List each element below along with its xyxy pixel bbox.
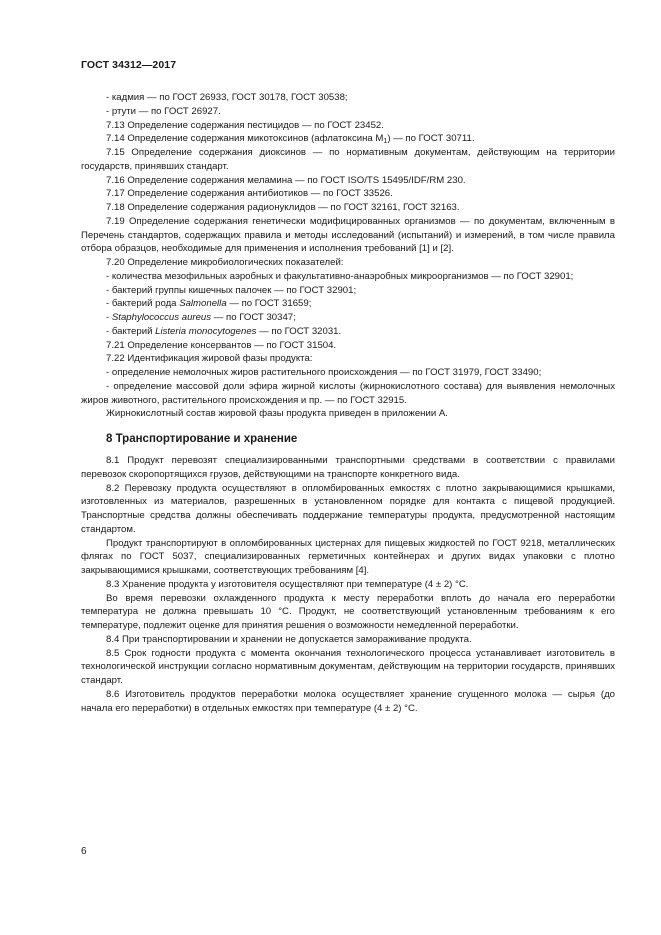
paragraph: Продукт транспортируют в опломбированных цистернах для пищевых жидкостей по ГОСТ 9218, металлических флягах по ГОСТ 5037, специализированных герметичных контейнерах и других видах упаковки с плотно закрывающимися крышками, соответствующих требованиям [4]. — [81, 537, 615, 576]
text-part: ) — по ГОСТ 30711. — [387, 133, 475, 145]
subscript: 1 — [383, 138, 388, 146]
italic-term: Salmonella — [179, 298, 227, 310]
list-item — [81, 311, 615, 325]
paragraph-7-16: 7.16 Определение содержания меламина — по ГОСТ ISO/TS 15495/IDF/RM 230. — [106, 174, 466, 186]
paragraph-7-17: 7.17 Определение содержания антибиотиков — по ГОСТ 33526. — [106, 188, 393, 200]
list-item: - определение немолочных жиров растительного происхождения — по ГОСТ 31979, ГОСТ 33490; — [106, 367, 542, 378]
italic-term: Staphylococcus aureus — [111, 312, 212, 323]
paragraph-7-15: 7.15 Определение содержания диоксинов — по нормативным документам, действующим на территории государств, принявших стандарт. — [81, 147, 615, 172]
list-item: - ртути — по ГОСТ 26927. — [106, 105, 221, 117]
paragraph-7-18: 7.18 Определение содержания радионуклидов — по ГОСТ 32161, ГОСТ 32163. — [106, 202, 460, 213]
paragraph-7-13: 7.13 Определение содержания пестицидов — по ГОСТ 23452. — [106, 119, 384, 131]
paragraph-8-6: 8.6 Изготовитель продуктов переработки молока осуществляет хранение сгущенного молока — сырья (до начала его переработки) в отдельных емкостях при температуре (4 ± 2) °С. — [81, 688, 615, 714]
text-part: - — [106, 312, 112, 323]
document-body — [81, 91, 615, 715]
list-item — [81, 297, 615, 311]
text-part: - бактерий рода — [106, 298, 180, 310]
document-header: ГОСТ 34312—2017 — [81, 59, 177, 71]
text-part: - бактерий — [106, 325, 156, 337]
list-item: - бактерий группы кишечных палочек — по ГОСТ 32901; — [106, 284, 357, 296]
list-item — [81, 325, 615, 339]
paragraph-7-19: 7.19 Определение содержания генетически модифицированных организмов — по документам, включенным в Перечень стандартов, содержащих правила и методы исследований (испытаний) и измерений, в том числе правила отбора образцов, необходимые для применения и исполнения требований [1] и [2]. — [81, 215, 615, 255]
list-item: - определение массовой доли эфира жирной кислоты (жирнокислотного состава) для выявления немолочных жиров животного, растительного происхождения и пр. — по ГОСТ 32915. — [81, 380, 615, 406]
paragraph-7-14 — [81, 132, 615, 146]
paragraph-8-2: 8.2 Перевозку продукта осуществляют в опломбированных емкостях с плотно закрывающимися крышками, изготовленных из материалов, разрешенных в установленном порядке для контакта с пищевой продукцией. Транспортные средства должны обеспечивать поддержание температуры продукта, предусмотренной настоящим стандартом. — [81, 482, 615, 535]
paragraph: Жирнокислотный состав жировой фазы продукта приведен в приложении А. — [106, 408, 448, 420]
paragraph-7-21: 7.21 Определение консервантов — по ГОСТ 31504. — [106, 339, 337, 351]
paragraph-8-5: 8.5 Срок годности продукта с момента окончания технологического процесса устанавливает изготовитель в технологической инструкции согласно нормативным документам, действующим на территории государств, принявших стандарт. — [81, 647, 615, 686]
paragraph-8-3: 8.3 Хранение продукта у изготовителя осуществляют при температуре (4 ± 2) °С. — [106, 578, 469, 590]
italic-term: Listeria monocytogenes — [155, 325, 257, 337]
paragraph-8-4: 8.4 При транспортировании и хранении не допускается замораживание продукта. — [106, 633, 472, 645]
text-part: 7.14 Определение содержания микотоксинов (афлатоксина М — [106, 133, 384, 145]
list-item: - кадмия — по ГОСТ 26933, ГОСТ 30178, ГОСТ 30538; — [106, 92, 348, 103]
text-part: — по ГОСТ 31659; — [226, 298, 312, 310]
paragraph-7-22: 7.22 Идентификация жировой фазы продукта: — [106, 353, 313, 365]
text-part: — по ГОСТ 30347; — [211, 312, 296, 323]
paragraph-7-20: 7.20 Определение микробиологических показателей: — [106, 257, 344, 268]
paragraph: Во время перевозки охлажденного продукта к месту переработки вплоть до начала его переработки температура не должна превышать 10 °С. Продукт, не соответствующий установленным требованиям к его температуре, подлежит оценке для принятия решения о возможности немедленной переработки. — [81, 592, 615, 631]
text-part: — по ГОСТ 32031. — [256, 325, 342, 337]
paragraph-8-1: 8.1 Продукт перевозят специализированными транспортными средствами в соответствии с правилами перевозок скоропортящихся грузов, действующими на транспорте конкретного вида. — [81, 455, 615, 480]
list-item: - количества мезофильных аэробных и факультативно-анаэробных микроорганизмов — по ГОСТ 32901; — [106, 270, 574, 282]
page-number: 6 — [81, 846, 87, 857]
section-heading: 8 Транспортирование и хранение — [106, 433, 298, 445]
